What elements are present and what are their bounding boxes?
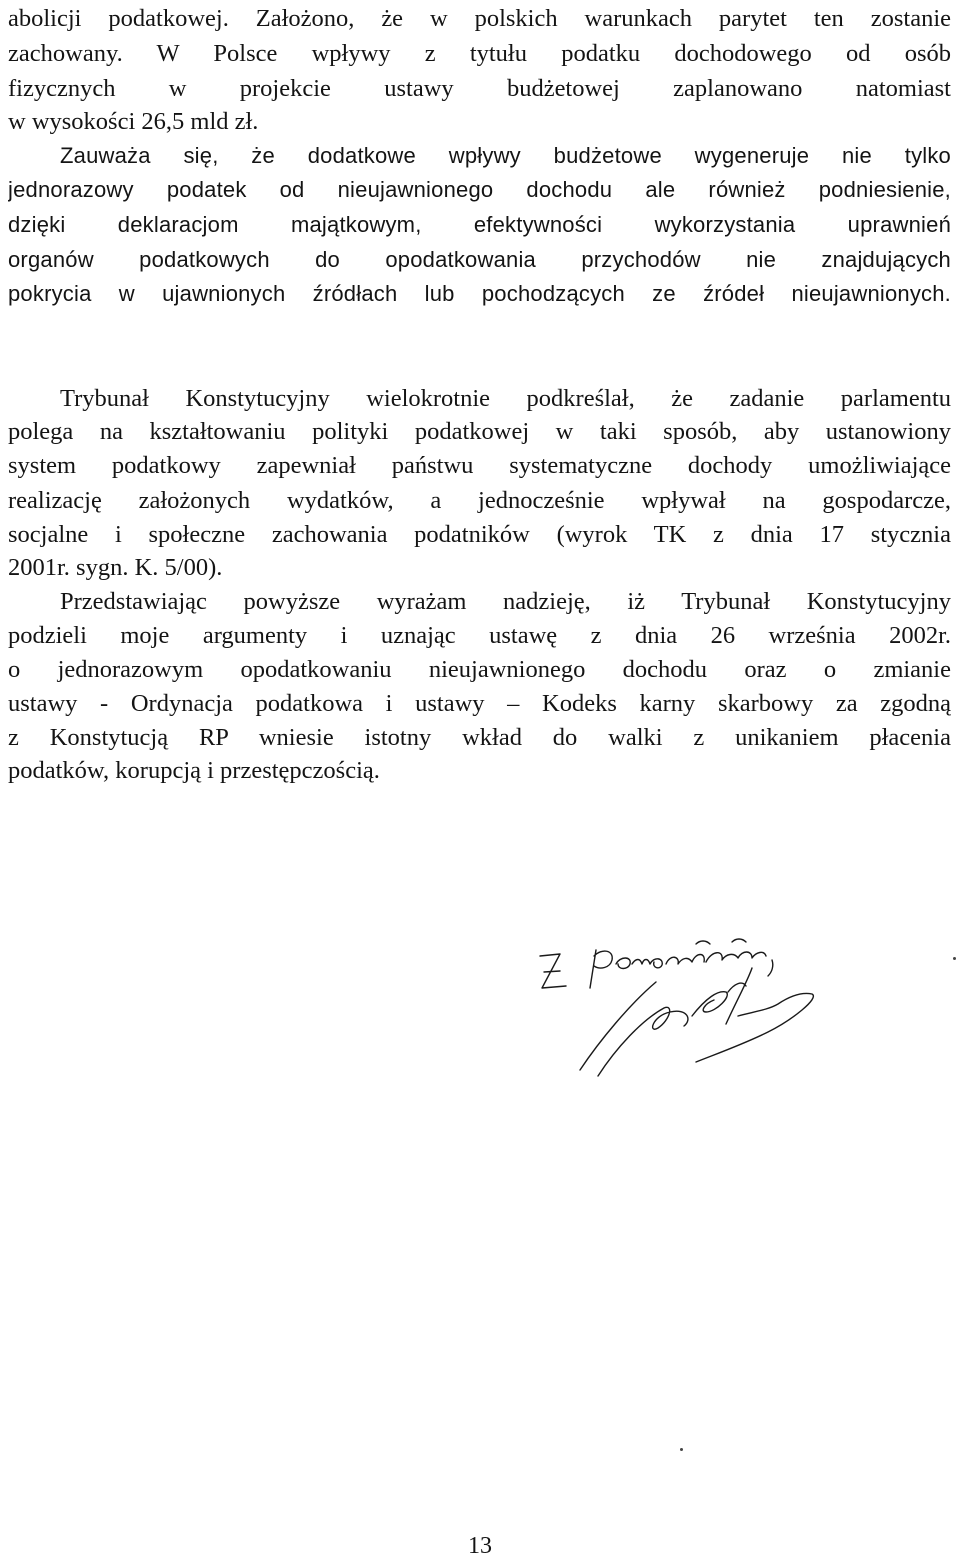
text-line: abolicji podatkowej. Założono, że w polskich warunkach parytet ten zostanie xyxy=(8,5,951,32)
text-line: Przedstawiając powyższe wyrażam nadzieję, iż Trybunał Konstytucyjny xyxy=(60,588,951,615)
text-line: pokrycia w ujawnionych źródłach lub pochodzących ze źródeł nieujawnionych. xyxy=(8,281,951,306)
text-line: realizację założonych wydatków, a jednocześnie wpływał na gospodarcze, xyxy=(8,487,951,514)
text-line: w wysokości 26,5 mld zł. xyxy=(8,108,259,135)
text-line: dzięki deklaracjom majątkowym, efektywności wykorzystania uprawnień xyxy=(8,212,951,237)
page-number: 13 xyxy=(468,1533,492,1559)
text-line: Zauważa się, że dodatkowe wpływy budżetowe wygeneruje nie tylko xyxy=(60,143,951,168)
text-line: podatków, korupcją i przestępczością. xyxy=(8,757,380,784)
text-line: z Konstytucją RP wniesie istotny wkład do walki z unikaniem płacenia xyxy=(8,724,951,751)
scan-speck xyxy=(680,1448,683,1451)
scan-speck xyxy=(953,957,956,960)
handwritten-signature xyxy=(520,920,860,1090)
text-line: polega na kształtowaniu polityki podatkowej w taki sposób, aby ustanowiony xyxy=(8,418,951,445)
text-line: organów podatkowych do opodatkowania przychodów nie znajdujących xyxy=(8,247,951,272)
text-line: jednorazowy podatek od nieujawnionego dochodu ale również podniesienie, xyxy=(8,177,951,202)
text-line: 2001r. sygn. K. 5/00). xyxy=(8,554,223,581)
text-line: socjalne i społeczne zachowania podatników (wyrok TK z dnia 17 stycznia xyxy=(8,521,951,548)
text-line: ustawy - Ordynacja podatkowa i ustawy – Kodeks karny skarbowy za zgodną xyxy=(8,690,951,717)
text-line: Trybunał Konstytucyjny wielokrotnie podkreślał, że zadanie parlamentu xyxy=(60,385,951,412)
text-line: o jednorazowym opodatkowaniu nieujawnionego dochodu oraz o zmianie xyxy=(8,656,951,683)
text-line: zachowany. W Polsce wpływy z tytułu podatku dochodowego od osób xyxy=(8,40,951,67)
text-line: system podatkowy zapewniał państwu systematyczne dochody umożliwiające xyxy=(8,452,951,479)
text-line: podzieli moje argumenty i uznając ustawę z dnia 26 września 2002r. xyxy=(8,622,951,649)
text-line: fizycznych w projekcie ustawy budżetowej zaplanowano natomiast xyxy=(8,75,951,102)
